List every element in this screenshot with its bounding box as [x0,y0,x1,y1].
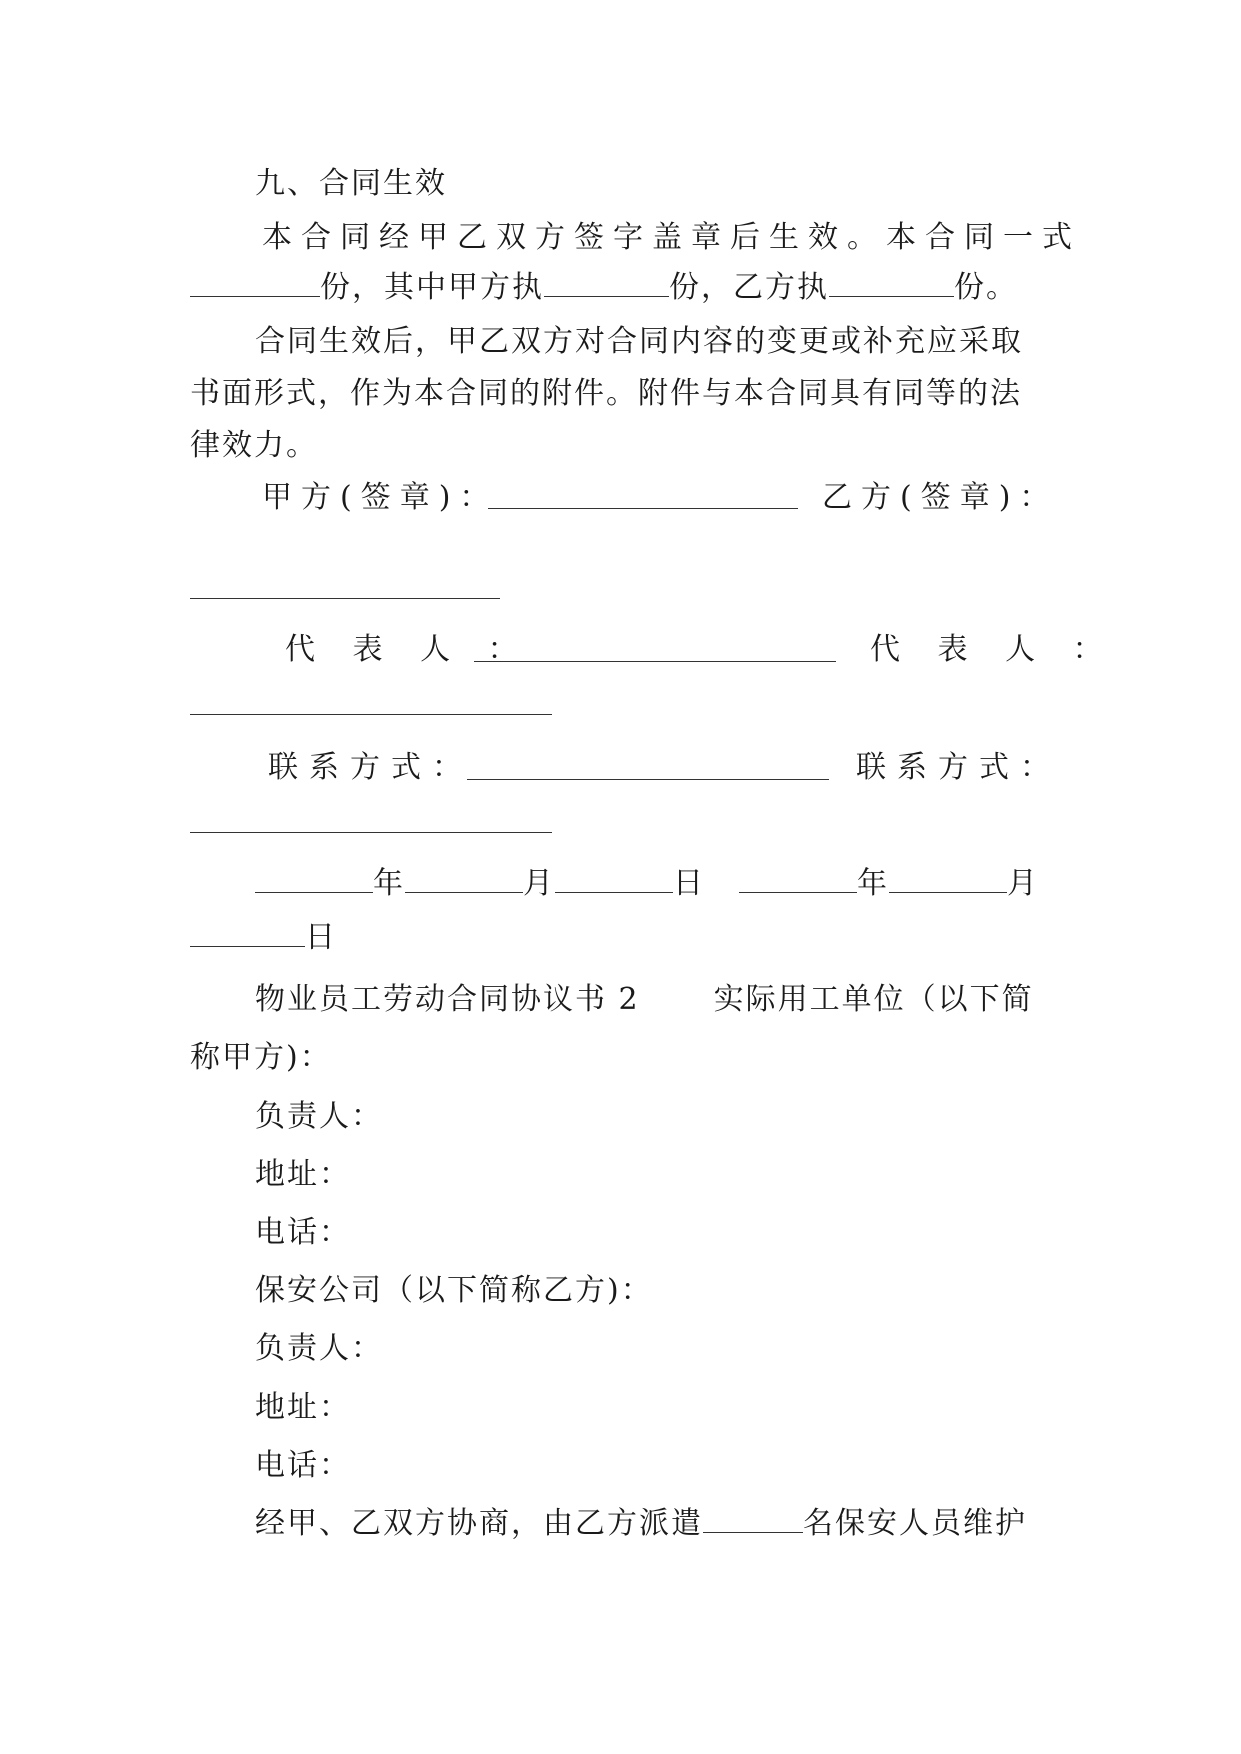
date-line [190,918,1060,958]
signature-line-a [488,507,798,509]
date-line [255,864,1055,904]
field-label: 负责人： [255,1099,383,1134]
representative-line-b [190,713,552,715]
signature-label-a: 甲方(签章)： [262,480,499,515]
paragraph-line: 律效力。 [190,428,318,463]
paragraph-line: 书面形式，作为本合同的附件。附件与本合同具有同等的法 [190,376,1022,411]
contact-label-a: 联系方式： [268,750,473,785]
text: 份，乙方执 [669,270,829,305]
field-label: 电话： [255,1448,351,1483]
field-label: 保安公司（以下简称乙方)： [255,1273,653,1308]
blank-field [703,1506,803,1533]
contact-label-b: 联系方式： [856,750,1061,785]
representative-label-b: 代 表 人 ： [870,632,1117,667]
blank-field [829,270,954,297]
signature-label-b: 乙方(签章)： [822,480,1059,515]
blank-field [190,920,305,947]
field-label: 地址： [255,1390,351,1425]
text: 名保安人员维护 [803,1506,1027,1541]
section-heading: 九、合同生效 [255,166,447,201]
blank-field [255,866,373,893]
text: 年 [857,866,889,901]
paragraph-line: 合同生效后，甲乙双方对合同内容的变更或补充应采取 [255,324,1023,359]
blank-field [544,270,669,297]
representative-line-a [474,660,836,662]
text: 经甲、乙双方协商，由乙方派遣 [255,1506,703,1541]
text: 月 [1007,866,1039,901]
text: 物业员工劳动合同协议书 2 [255,982,640,1017]
paragraph-line: 称甲方)： [190,1040,332,1075]
signature-line-b [190,597,500,599]
text: 实际用工单位（以下简 [713,982,1034,1017]
paragraph-line: 本合同经甲乙双方签字盖章后生效。本合同一式 [262,220,1081,255]
representative-label-a: 代 表 人 ： [285,632,532,667]
text: 月 [523,866,555,901]
blank-field [739,866,857,893]
text: 份，其中甲方执 [320,270,544,305]
contact-line-a [467,778,829,780]
text: 份。 [954,270,1018,305]
paragraph-line [190,268,1060,308]
contract-title-2 [255,980,1060,1020]
text: 日 [673,866,705,901]
blank-field [555,866,673,893]
field-label: 地址： [255,1157,351,1192]
blank-field [889,866,1007,893]
contact-line-b [190,831,552,833]
text: 日 [305,920,337,955]
field-label: 电话： [255,1215,351,1250]
text: 年 [373,866,405,901]
field-label: 负责人： [255,1331,383,1366]
blank-field [190,270,320,297]
paragraph-line [255,1504,1060,1544]
blank-field [405,866,523,893]
